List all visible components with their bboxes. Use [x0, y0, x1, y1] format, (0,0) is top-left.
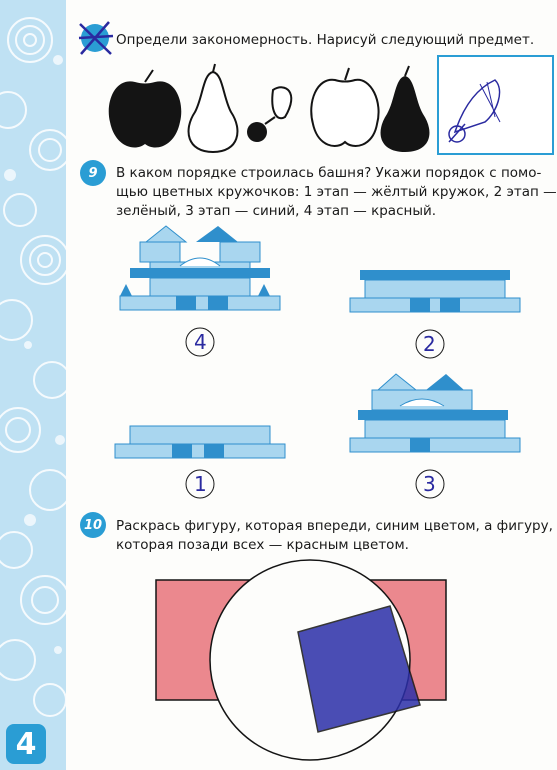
circle-pattern [0, 0, 66, 770]
task-shapes-text: Раскрась фигуру, которая впереди, синим цветом, а фигуру, которая позади всех — красным цветом. [116, 518, 553, 553]
stage-mark-c: 1 [194, 472, 207, 496]
task-number-crossed-out [75, 18, 115, 58]
task-pattern-text: Определи закономерность. Нарисуй следующий предмет. [116, 32, 535, 48]
task-number-9: 9 [80, 160, 106, 186]
cherry-leaf-icon [247, 87, 291, 142]
task-number-10: 10 [80, 512, 106, 538]
answer-box [438, 56, 553, 154]
shapes-figure [150, 560, 470, 770]
task-tower-text: В каком порядке строилась башня? Укажи порядок с помо- щью цветных кружочков: 1 этап — жёлтый кружок, 2 этап — зелёный, 3 этап — синий, 4 этап — красный. [116, 165, 557, 219]
stage-mark-a: 4 [194, 330, 207, 354]
tower-stages [110, 220, 550, 510]
decorative-margin-strip [0, 0, 66, 770]
apple-dark-icon [109, 70, 182, 148]
pear-outline-icon [189, 64, 238, 152]
tower-stage-a [120, 226, 280, 356]
stage-mark-d: 3 [423, 472, 436, 496]
tower-stage-b [350, 270, 520, 358]
tower-stage-c [115, 426, 285, 498]
page-number: 4 [6, 724, 46, 764]
apple-outline-icon [311, 68, 378, 146]
tower-stage-d [350, 374, 520, 498]
stage-mark-b: 2 [423, 332, 436, 356]
pear-dark-icon [381, 66, 430, 152]
pattern-row [105, 62, 555, 162]
